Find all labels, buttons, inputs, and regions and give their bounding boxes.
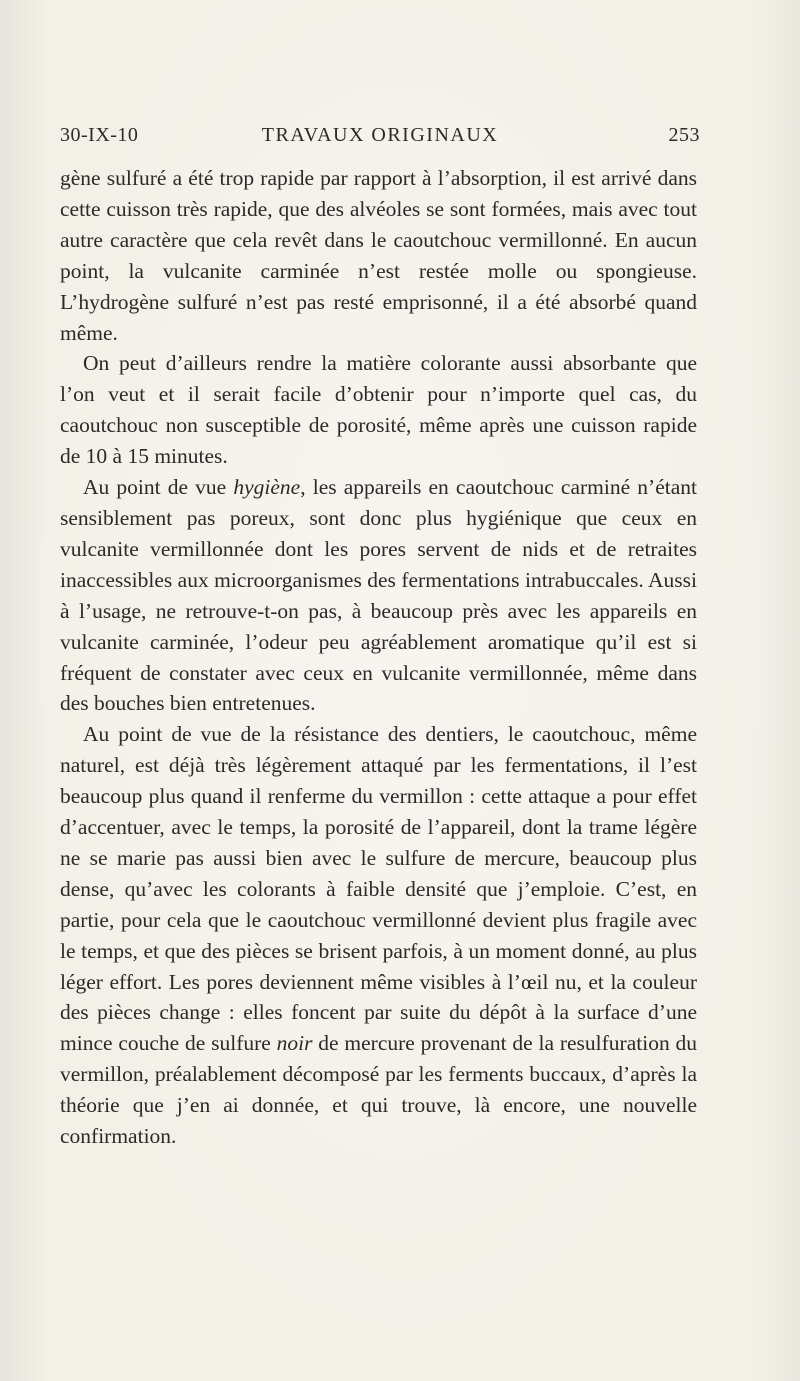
paragraph-4-after: de mercure provenant de la resulfuration du vermillon, préalablement décomposé par les ferments buccaux, d’après la théorie que j’en ai donnée, et qui trouve, là encore, une nouvelle confirmation. — [60, 1031, 698, 1149]
paragraph-3 — [60, 472, 697, 719]
paragraph-2: On peut d’ailleurs rendre la matière colorante aussi absorbante que l’on veut et il serait facile d’obtenir pour n’importe quel cas, du caoutchouc non susceptible de porosité, même après une cuisson rapide de 10 à 15 minutes. — [60, 351, 697, 469]
running-header — [60, 124, 700, 154]
paragraph-3-after: , les appareils en caoutchouc carminé n’étant sensiblement pas poreux, sont donc plus hygiénique que ceux en vulcanite vermillonnée dont les pores servent de nids et de retraites inaccessibles aux microorganismes des fermentations intrabuccales. Aussi à l’usage, ne retrouve-t-on pas, à beaucoup près avec les appareils en vulcanite carminée, l’odeur peu agréablement aromatique qu’il est si fréquent de constater avec ceux en vulcanite vermillonnée, même dans des bouches bien entretenues. — [60, 475, 697, 716]
page-number: 253 — [668, 124, 700, 146]
body-text — [60, 163, 697, 1152]
paragraph-1: gène sulfuré a été trop rapide par rapport à l’absorption, il est arrivé dans cette cuisson très rapide, que des alvéoles se sont formées, mais avec tout autre caractère que cela revêt dans le caoutchouc vermillonné. En aucun point, la vulcanite carminée n’est restée molle ou spongieuse. L’hydrogène sulfuré n’est pas resté emprisonné, il a été absorbé quand même. — [60, 166, 697, 345]
paragraph-4-before: Au point de vue de la résistance des dentiers, le caoutchouc, même naturel, est déjà très légèrement attaqué par les fermentations, il l’est beaucoup plus quand il renferme du vermillon : cette attaque a pour effet d’accentuer, avec le temps, la porosité de l’appareil, dont la trame légère ne se marie pas aussi bien avec le sulfure de mercure, beaucoup plus dense, qu’avec les colorants à faible densité que j’emploie. C’est, en partie, pour cela que le caoutchouc vermillonné devient plus fragile avec le temps, et que des pièces se brisent parfois, à un moment donné, au plus léger effort. Les pores deviennent même visibles à l’œil nu, et la couleur des pièces change : elles foncent par suite du dépôt à la surface d’une mince couche de sulfure — [60, 722, 697, 1056]
paragraph-3-before: Au point de vue — [83, 475, 234, 500]
header-title: TRAVAUX ORIGINAUX — [261, 124, 499, 146]
header-date: 30-IX-10 — [60, 124, 139, 146]
paragraph-3-emphasis: hygiène — [233, 475, 301, 500]
paragraph-4 — [60, 719, 697, 1152]
paragraph-4-emphasis: noir — [276, 1031, 313, 1056]
